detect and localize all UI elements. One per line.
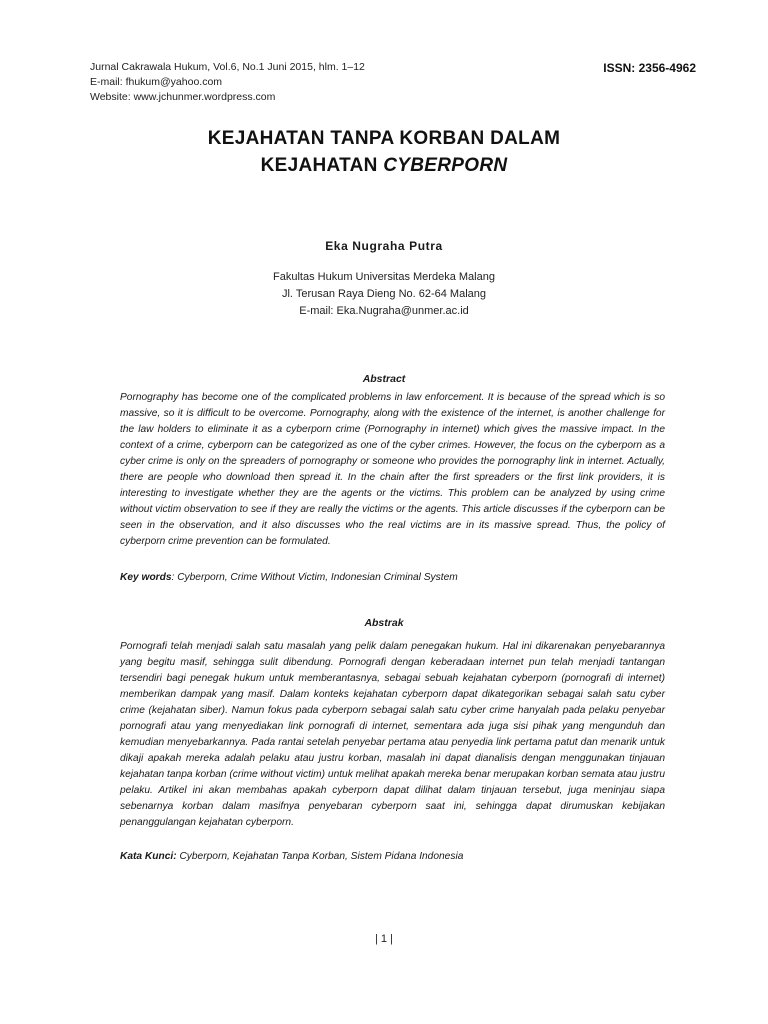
author-affiliation: Fakultas Hukum Universitas Merdeka Malang bbox=[273, 271, 495, 283]
journal-info bbox=[90, 60, 365, 105]
abstract-text: Pornography has become one of the complicated problems in law enforcement. It is because of the spread which is so massive, so it is difficult to be overcome. Pornography, along with the existence of the internet, is another challenge for the law holders to eliminate it as a cyberporn crime (Pornography in internet) which gives the massive impact. In the context of a crime, cyberporn can be categorized as one of the cyber crimes. However, the focus on the cyberporn as a cyber crime is only on the spreaders of pornography or someone who provides the pornography link in internet. Actually, there are people who download then spread it. In the chain after the first spreaders or the first link providers, it is interesting to investigate whether they are the agents or the victims. This problem can be analyzed by using crime without victim observation to see if they are really the victims or the agents. This article discusses if the cyberporn can be seen in the observation, and it also discusses who the real victims are in its massive spread. Thus, the policy of cyberporn crime prevention can be formulated. bbox=[120, 392, 665, 547]
abstrak-heading: Abstrak bbox=[364, 617, 404, 629]
kata-kunci-label: Kata Kunci: bbox=[120, 851, 177, 862]
abstract-keywords bbox=[120, 572, 665, 583]
author-address: Jl. Terusan Raya Dieng No. 62-64 Malang bbox=[281, 288, 487, 300]
author-email: E-mail: Eka.Nugraha@unmer.ac.id bbox=[299, 305, 469, 317]
keywords-label: Key words bbox=[120, 572, 172, 583]
kata-kunci-value: Cyberporn, Kejahatan Tanpa Korban, Sistem Pidana Indonesia bbox=[176, 851, 464, 862]
author-name: Eka Nugraha Putra bbox=[325, 239, 443, 253]
paper-title bbox=[0, 125, 768, 179]
issn: ISSN: 2356-4962 bbox=[603, 61, 696, 75]
abstract-heading: Abstract bbox=[362, 373, 406, 385]
title-line-1: KEJAHATAN TANPA KORBAN DALAM bbox=[207, 128, 561, 149]
title-line-2-italic: CYBERPORN bbox=[383, 155, 508, 176]
keywords-value: : Cyberporn, Crime Without Victim, Indonesian Criminal System bbox=[171, 572, 458, 583]
title-line-2 bbox=[0, 152, 768, 179]
journal-citation: Jurnal Cakrawala Hukum, Vol.6, No.1 Juni 2015, hlm. 1–12 bbox=[90, 61, 365, 73]
abstrak-keywords bbox=[120, 851, 665, 862]
page-number: | 1 | bbox=[375, 933, 393, 945]
title-line-2-prefix: KEJAHATAN bbox=[260, 155, 384, 176]
journal-website: Website: www.jchunmer.wordpress.com bbox=[90, 91, 276, 103]
journal-email: E-mail: fhukum@yahoo.com bbox=[90, 76, 223, 88]
author-affiliation-block bbox=[0, 269, 768, 320]
abstrak-text: Pornografi telah menjadi salah satu masalah yang pelik dalam penegakan hukum. Hal ini dikarenakan penyebarannya yang begitu masif, sehingga sulit dibendung. Pornografi dengan keberadaan internet pun telah menjadi tantangan tersendiri bagi penegak hukum untuk memberantasnya, sebagai sebuah kejahatan cyberporn (pornografi di internet) memberikan dampak yang masif. Dalam konteks kejahatan cyberporn dapat dikategorikan sebagai salah satu cyber crime (kejahatan siber). Namun fokus pada cyberporn sebagai salah satu cyber crime hanyalah pada pelaku penyebar pornografi atau yang menyediakan link pornografi di internet, sementara ada juga sisi pihak yang mengunduh dan kemudian menyebarkannya. Pada rantai setelah penyebar pertama atau penyedia link pertama patut dan menarik untuk dikaji apakah mereka adalah pelaku atau justru korban, masalah ini dapat dianalisis dengan menggunakan tinjauan kejahatan tanpa korban (crime without victim) untuk melihat apakah mereka benar merupakan korban semata atau justru pelaku. Artikel ini akan membahas apakah cyberporn dapat dilihat dalam tinjauan tersebut, juga meninjau siapa sebenarnya korban dalam masifnya penyebaran cyberporn saat ini, sehingga dapat dirumuskan kebijakan penanggulangan kejahatan cyberporn. bbox=[120, 641, 665, 828]
